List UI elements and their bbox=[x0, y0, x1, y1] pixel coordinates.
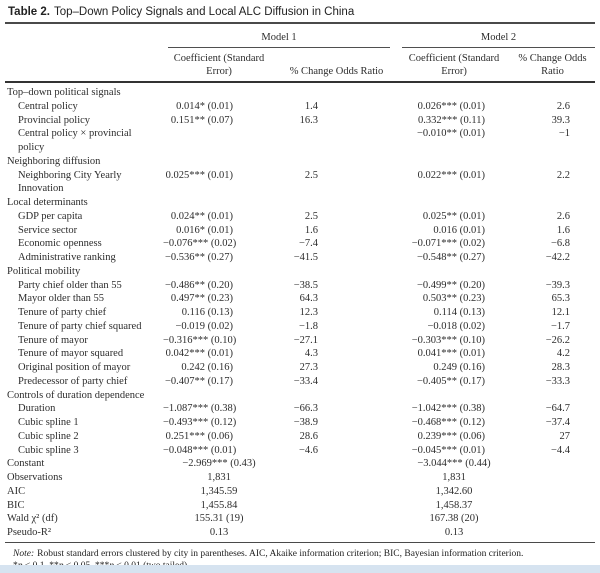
cell-model2-coefficient: −0.405** (0.17) bbox=[416, 375, 486, 387]
table-row bbox=[5, 210, 595, 224]
cell-model2-coefficient: 0.022*** (0.01) bbox=[417, 169, 486, 181]
table-row bbox=[5, 444, 595, 458]
table-row bbox=[5, 224, 595, 238]
cell-model1-coefficient: 1,831 bbox=[207, 472, 231, 483]
cell-model1-odds: 64.3 bbox=[299, 293, 319, 305]
model1-group-header bbox=[163, 24, 398, 48]
table-row bbox=[5, 169, 595, 197]
cell-model2-odds: 39.3 bbox=[551, 114, 571, 126]
table-row bbox=[5, 347, 595, 361]
cell-model2-odds: 27 bbox=[559, 430, 571, 442]
row-label: AIC bbox=[7, 485, 26, 497]
cell-model2-coefficient: 167.38 (20) bbox=[429, 513, 479, 525]
cell-model1-odds: 1.6 bbox=[304, 224, 319, 236]
row-label: Central policy bbox=[18, 100, 78, 112]
row-label: Tenure of mayor bbox=[18, 334, 88, 346]
table-body bbox=[5, 82, 595, 540]
cell-model1-odds bbox=[275, 457, 398, 471]
header-spacer-cell bbox=[5, 24, 163, 48]
row-label: Mayor older than 55 bbox=[18, 293, 105, 305]
cell-model1-odds bbox=[275, 485, 398, 499]
model2-group-rule bbox=[402, 31, 595, 48]
table-row bbox=[5, 114, 595, 128]
row-label: Wald χ² (df) bbox=[7, 513, 58, 525]
cell-model1-odds: −33.4 bbox=[293, 375, 319, 387]
model2-odds-header: % Change Odds Ratio bbox=[510, 48, 595, 82]
cell-model2-coefficient: 0.041*** (0.01) bbox=[417, 348, 486, 360]
cell-model2-coefficient: 0.114 (0.13) bbox=[433, 307, 486, 318]
cell-model1-coefficient: 0.497** (0.23) bbox=[170, 293, 233, 305]
cell-model1-odds: 28.6 bbox=[299, 430, 319, 442]
cell-model2-odds: −26.2 bbox=[545, 334, 571, 346]
cell-model2-odds: 2.2 bbox=[556, 169, 571, 181]
table-title bbox=[0, 0, 600, 19]
cell-model1-odds: −41.5 bbox=[293, 252, 319, 263]
cell-model1-odds bbox=[275, 499, 398, 513]
row-label: Central policy × provincial policy bbox=[18, 128, 132, 153]
model2-group-header bbox=[398, 24, 595, 48]
row-label: Tenure of party chief squared bbox=[18, 320, 142, 332]
cell-model2-coefficient: −0.548** (0.27) bbox=[416, 252, 486, 263]
cell-model2-odds: −4.4 bbox=[550, 444, 571, 456]
table-row bbox=[5, 127, 595, 155]
cell-model2-odds: −64.7 bbox=[545, 403, 571, 415]
model2-label: Model 2 bbox=[480, 32, 517, 43]
cell-model2-coefficient: 1,458.37 bbox=[435, 499, 473, 511]
row-label: Tenure of party chief bbox=[18, 307, 107, 318]
row-label: Neighboring City Yearly Innovation bbox=[18, 169, 122, 195]
cell-model1-coefficient: 0.13 bbox=[209, 527, 229, 538]
row-label: Predecessor of party chief bbox=[18, 375, 128, 387]
cell-model2-coefficient: −0.468*** (0.12) bbox=[411, 417, 486, 428]
row-label: Economic openness bbox=[18, 238, 102, 250]
table-row bbox=[5, 512, 595, 526]
table-row bbox=[5, 320, 595, 334]
row-label: Provincial policy bbox=[18, 114, 91, 126]
cell-model2-coefficient: 0.503** (0.23) bbox=[422, 293, 486, 305]
cell-model1-coefficient: −0.407** (0.17) bbox=[164, 375, 233, 387]
cell-model1-odds bbox=[275, 471, 398, 485]
note-text: Robust standard errors clustered by city in parentheses. AIC, Akaike information criterion; BIC, Bayesian information criterion. bbox=[37, 548, 524, 559]
cell-model1-coefficient: −0.493*** (0.12) bbox=[163, 417, 237, 428]
model1-group-rule bbox=[168, 31, 390, 48]
row-label: Observations bbox=[7, 472, 63, 483]
row-label: Administrative ranking bbox=[18, 252, 116, 263]
cell-model2-odds bbox=[510, 526, 595, 540]
cell-model2-coefficient: 0.239*** (0.06) bbox=[417, 430, 486, 442]
table-row bbox=[5, 279, 595, 293]
cell-model2-odds: −6.8 bbox=[550, 238, 571, 250]
cell-model2-odds: 12.1 bbox=[551, 307, 571, 318]
section-label: Top–down political signals bbox=[7, 87, 121, 98]
table-row bbox=[5, 251, 595, 265]
section-row bbox=[5, 389, 595, 403]
model1-coef-header: Coefficient (Standard Error) bbox=[163, 48, 275, 82]
cell-model1-odds: −38.5 bbox=[293, 279, 319, 291]
cell-model2-coefficient: −0.071*** (0.02) bbox=[411, 238, 486, 250]
cell-model2-odds: 28.3 bbox=[551, 362, 571, 373]
cell-model1-odds: 1.4 bbox=[304, 100, 319, 112]
subheader-row bbox=[5, 48, 595, 82]
cell-model1-coefficient: 0.025*** (0.01) bbox=[165, 169, 233, 181]
table-row bbox=[5, 292, 595, 306]
row-label: Cubic spline 1 bbox=[18, 417, 79, 428]
cell-model1-coefficient: 1,345.59 bbox=[200, 485, 238, 497]
cell-model1-odds: −66.3 bbox=[293, 403, 319, 415]
table-row bbox=[5, 375, 595, 389]
row-label: Pseudo-R² bbox=[7, 527, 51, 538]
row-label: Service sector bbox=[18, 224, 78, 236]
cell-model1-odds: −27.1 bbox=[293, 334, 319, 346]
section-row bbox=[5, 82, 595, 100]
cell-model2-coefficient: −0.010** (0.01) bbox=[416, 128, 486, 140]
cell-model2-odds bbox=[510, 457, 595, 471]
cell-model2-coefficient: −0.045*** (0.01) bbox=[411, 444, 486, 456]
cell-model1-coefficient: 0.042*** (0.01) bbox=[165, 348, 233, 360]
row-label: GDP per capita bbox=[18, 210, 83, 222]
cell-model1-coefficient: 0.014* (0.01) bbox=[176, 100, 233, 112]
cell-model2-coefficient: −0.499** (0.20) bbox=[416, 279, 486, 291]
cell-model1-coefficient: 0.242 (0.16) bbox=[181, 362, 233, 373]
cell-model2-odds: −37.4 bbox=[545, 417, 571, 428]
cell-model2-odds bbox=[510, 471, 595, 485]
regression-table bbox=[5, 24, 595, 540]
cell-model2-odds: 1.6 bbox=[556, 224, 571, 236]
section-label: Controls of duration dependence bbox=[7, 389, 145, 401]
model-header-row bbox=[5, 24, 595, 48]
cell-model2-coefficient: 0.025** (0.01) bbox=[422, 210, 486, 222]
cell-model1-coefficient: −0.486** (0.20) bbox=[164, 279, 233, 291]
cell-model2-odds bbox=[510, 512, 595, 526]
table-row bbox=[5, 361, 595, 375]
cell-model1-odds: 16.3 bbox=[299, 114, 319, 126]
cell-model1-coefficient: −0.076*** (0.02) bbox=[163, 238, 237, 250]
cell-model2-coefficient: 0.026*** (0.01) bbox=[417, 100, 486, 112]
table-row bbox=[5, 430, 595, 444]
cell-model1-odds: 27.3 bbox=[299, 362, 319, 373]
cell-model1-coefficient: 155.31 (19) bbox=[194, 513, 244, 525]
cell-model2-coefficient: −3.044*** (0.44) bbox=[417, 458, 491, 470]
cell-model2-coefficient: 0.016 (0.01) bbox=[433, 224, 486, 236]
model1-odds-header: % Change Odds Ratio bbox=[275, 48, 398, 82]
section-label: Neighboring diffusion bbox=[7, 155, 101, 167]
cell-model2-odds: −1 bbox=[558, 128, 571, 140]
subheader-spacer-cell bbox=[5, 48, 163, 82]
cell-model1-coefficient bbox=[163, 127, 275, 155]
model1-label: Model 1 bbox=[261, 32, 297, 43]
cell-model1-odds: 12.3 bbox=[299, 307, 319, 318]
section-row bbox=[5, 265, 595, 279]
note-label: Note: bbox=[13, 548, 35, 559]
table-row bbox=[5, 526, 595, 540]
cell-model2-odds: 65.3 bbox=[551, 293, 571, 305]
cell-model2-coefficient: 1,342.60 bbox=[435, 485, 473, 497]
table-row bbox=[5, 306, 595, 320]
cell-model2-coefficient: 0.332*** (0.11) bbox=[418, 114, 486, 126]
table-row bbox=[5, 457, 595, 471]
bottom-ui-strip bbox=[0, 565, 600, 573]
cell-model1-coefficient: −1.087*** (0.38) bbox=[163, 403, 237, 415]
row-label: Constant bbox=[7, 458, 45, 470]
cell-model1-coefficient: −0.316*** (0.10) bbox=[163, 334, 237, 346]
row-label: Original position of mayor bbox=[18, 362, 131, 373]
row-label: Duration bbox=[18, 403, 56, 415]
row-label: Tenure of mayor squared bbox=[18, 348, 124, 360]
cell-model2-coefficient: −1.042*** (0.38) bbox=[411, 403, 486, 415]
cell-model1-odds: −38.9 bbox=[293, 417, 319, 428]
cell-model1-odds: −4.6 bbox=[298, 444, 319, 456]
cell-model2-odds bbox=[510, 499, 595, 513]
table-row bbox=[5, 471, 595, 485]
cell-model2-coefficient: 0.249 (0.16) bbox=[433, 362, 486, 373]
cell-model1-coefficient: 1,455.84 bbox=[200, 499, 238, 511]
cell-model2-odds bbox=[510, 485, 595, 499]
cell-model1-coefficient: 0.151** (0.07) bbox=[170, 114, 233, 126]
cell-model2-odds: −33.3 bbox=[545, 375, 571, 387]
cell-model2-odds: 4.2 bbox=[556, 348, 571, 360]
table-row bbox=[5, 485, 595, 499]
table-number: Table 2. bbox=[8, 6, 50, 18]
model2-coef-header: Coefficient (Standard Error) bbox=[398, 48, 510, 82]
cell-model2-odds: −1.7 bbox=[550, 320, 571, 332]
table-row bbox=[5, 499, 595, 513]
cell-model1-coefficient: −2.969*** (0.43) bbox=[182, 458, 256, 470]
section-label: Political mobility bbox=[7, 265, 81, 277]
table-row bbox=[5, 334, 595, 348]
cell-model1-coefficient: 0.116 (0.13) bbox=[181, 307, 233, 318]
cell-model1-odds: −1.8 bbox=[298, 320, 319, 332]
cell-model1-coefficient: 0.024** (0.01) bbox=[170, 210, 233, 222]
section-label: Local determinants bbox=[7, 197, 88, 208]
cell-model1-odds: −7.4 bbox=[298, 238, 319, 250]
section-row bbox=[5, 155, 595, 169]
cell-model2-odds: −39.3 bbox=[545, 279, 571, 291]
row-label: Party chief older than 55 bbox=[18, 279, 122, 291]
section-row bbox=[5, 196, 595, 210]
row-label: BIC bbox=[7, 499, 25, 511]
cell-model2-coefficient: 1,831 bbox=[442, 472, 466, 483]
cell-model1-coefficient: −0.019 (0.02) bbox=[175, 320, 233, 332]
cell-model1-odds bbox=[275, 127, 398, 155]
cell-model2-coefficient: 0.13 bbox=[444, 527, 464, 538]
table-row bbox=[5, 402, 595, 416]
cell-model1-odds: 2.5 bbox=[304, 169, 319, 181]
cell-model1-odds: 4.3 bbox=[304, 348, 319, 360]
row-label: Cubic spline 2 bbox=[18, 430, 79, 442]
row-label: Cubic spline 3 bbox=[18, 444, 79, 456]
cell-model1-coefficient: 0.251*** (0.06) bbox=[165, 430, 233, 442]
table-row bbox=[5, 416, 595, 430]
cell-model2-coefficient: −0.018 (0.02) bbox=[427, 320, 486, 332]
cell-model2-odds: −42.2 bbox=[545, 252, 571, 263]
table-title-text: Top–Down Policy Signals and Local ALC Diffusion in China bbox=[53, 6, 355, 18]
table-row bbox=[5, 237, 595, 251]
cell-model1-coefficient: 0.016* (0.01) bbox=[176, 224, 233, 236]
cell-model1-odds bbox=[275, 526, 398, 540]
cell-model2-coefficient: −0.303*** (0.10) bbox=[411, 334, 486, 346]
cell-model1-odds: 2.5 bbox=[304, 210, 319, 222]
cell-model1-odds bbox=[275, 512, 398, 526]
cell-model2-odds: 2.6 bbox=[556, 210, 571, 222]
cell-model1-coefficient: −0.536** (0.27) bbox=[164, 252, 233, 263]
table-row bbox=[5, 100, 595, 114]
cell-model1-coefficient: −0.048*** (0.01) bbox=[163, 444, 237, 456]
cell-model2-odds: 2.6 bbox=[556, 100, 571, 112]
